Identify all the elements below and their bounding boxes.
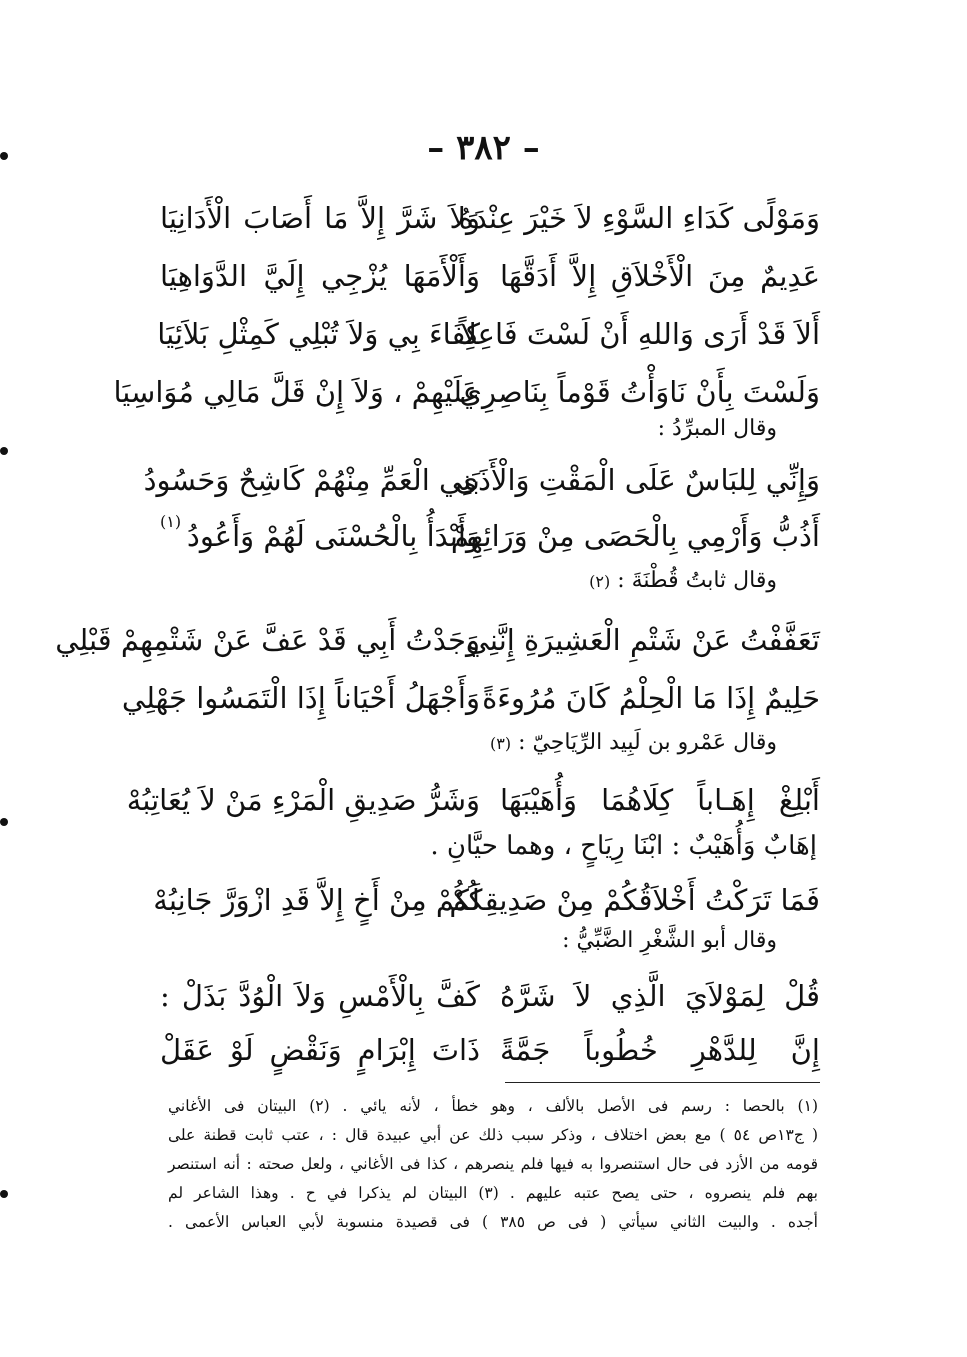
poet-introduction — [490, 726, 777, 761]
verse — [126, 772, 820, 828]
verse-second-hemistich: وَشَرُّ صَدِيقِ الْمَرْءِ مَنْ لاَ يُعَاتِبُهْ — [126, 783, 480, 817]
verse — [160, 508, 820, 564]
poet-introduction: وقال المبرِّدُ : — [657, 416, 777, 441]
verse — [160, 190, 820, 246]
margin-mark — [0, 152, 8, 160]
poet-introduction: وقال أبو الشَّغْرِ الضَّبِّيُّ : — [562, 928, 777, 953]
verse-first-hemistich: إِنَّ لِلدَّهْرِ خُطُوباً جَمَّةً — [500, 1033, 820, 1067]
margin-mark — [0, 447, 8, 455]
verse-second-hemistich: ذَاتَ إِبْرَامٍ وَنَقْضٍ لَوْ عَقَلْ — [160, 1033, 480, 1067]
verse — [157, 306, 820, 362]
verse-second-hemistich: لَكُمْ مِنْ أَخٍ إِلاَّ قَدِ ازْوَرَّ جَانِبُهْ — [153, 883, 480, 917]
gloss-note: إهَابٌ وَأُهَيْبٌ : ابْنَا رِيَاحٍ ، وهما حيَّانِ . — [430, 831, 817, 861]
verse — [160, 968, 820, 1024]
verse-second-hemistich: وَأَبْدَأُ بِالْحُسْنَى لَهُمْ وَأَعُودُ — [186, 519, 480, 553]
verse-second-hemistich: وَأَلْأَمَهَا يُزْجِي إِلَيَّ الدَّوَاهِيَا — [160, 259, 480, 293]
footnote-line: قومه من الأزد فى حال استنصروا به فيها فلم ينصرهم ، كذا فى الأغاني ، ولعل صحته : أنه استنصر — [168, 1155, 818, 1173]
footnote-line: بهم فلم ينصروه ، حتى يصح عتبه عليهم . (٣) البيتان لم يذكرا في ح . وهذا الشاعر لم — [168, 1184, 818, 1202]
footnote-line: (١) بالحصا : رسم فى الأصل بالألف ، وهو خطأ ، لأنه يائي . (٢) البيتان فى الأغاني — [168, 1097, 818, 1115]
footnotes — [168, 1092, 818, 1237]
verse — [121, 670, 820, 726]
page-number: – ٣٨٢ – — [427, 128, 540, 168]
verse-second-hemistich: عَلَيْهِمْ ، وَلاَ إِنْ قَلَّ مَالِي مُوَاسِيَا — [113, 375, 480, 409]
verse-first-hemistich: أَذُبُّ وَأَرْمِي بِالْحَصَى مِنْ وَرَائِهِمْ — [450, 519, 820, 553]
verse-first-hemistich: أَلاَ قَدْ أَرَى وَاللهِ أَنْ لَسْتَ فَاعِلاً — [460, 317, 820, 351]
footnote-divider — [505, 1082, 820, 1083]
verse-first-hemistich: عَدِيمٌ مِنَ الْأَخْلاَقِ إِلاَّ أَدَقَّهَا — [500, 259, 820, 293]
verse-first-hemistich: وَإِنِّي لِلبَاسٌ عَلَى الْمَقْتِ وَالْأَذَى — [455, 463, 820, 497]
verse — [160, 1022, 820, 1078]
footnote-marker: (١) — [160, 512, 182, 531]
verse-second-hemistich: بَنِي الْعَمِّ مِنْهُمْ كَاشِحٌ وَحَسُودُ — [143, 463, 480, 497]
verse-first-hemistich: وَمَوْلًى كَدَاءِ السَّوْءِ لاَ خَيْرَ عِنْدَهُ — [458, 201, 820, 235]
verse-second-hemistich: وَجَدْتُ أَبِي قَدْ عَفَّ عَنْ شَتْمِهِمْ قَبْلِي — [55, 623, 480, 657]
footnote-line: أجده . والبيت الثاني سيأتي ( فى ص ٣٨٥ ) فى قصيدة منسوبة لأبي العباس الأعمى . — [168, 1213, 818, 1231]
margin-mark — [0, 818, 8, 826]
verse-first-hemistich: فَمَا تَرَكْتُ أَخْلاَقُكُمْ مِنْ صَدِيقِكُمْ — [449, 883, 820, 917]
verse-first-hemistich: حَلِيمٌ إِذَا مَا الْحِلْمُ كَانَ مُرُوءَةً — [482, 681, 820, 715]
verse-second-hemistich: كَفَّ بِالْأَمْسِ وَلاَ الْوُدَّ بَذَلْ : — [160, 979, 480, 1013]
verse — [160, 248, 820, 304]
poet-introduction-text: وقال عَمْرو بن لَبِيد الرِّيَاحِيّ : — [518, 730, 777, 755]
verse — [153, 872, 820, 928]
footnote-marker: (٢) — [589, 572, 611, 591]
margin-mark — [0, 1190, 8, 1198]
footnote-line: ( ج١٣ص ٥٤ ) مع بعض اختلاف ، وذكر سبب ذلك عن أبي عبيدة قال : ، عتب ثابت قطنة على — [168, 1126, 818, 1144]
verse-second-hemistich: كِفَاءَ بِي وَلاَ تُبْلِي كَمِثْلِ بَلاَئِيَا — [157, 317, 480, 351]
footnote-marker: (٣) — [489, 734, 512, 753]
verse-second-hemistich: وَأَجْهَلُ أَحْيَاناً إِذَا الْتَمَسُوا جَهْلِي — [121, 681, 480, 715]
verse — [55, 612, 820, 668]
verse-first-hemistich: أَبْلِغْ إِهَـاباً كِلَاهُمَا وَأُهَيْبَهَا — [500, 783, 820, 817]
verse-first-hemistich: تَعَفَّفْتُ عَنْ شَتْمِ الْعَشِيرَةِ إِنَّنِي — [465, 623, 820, 657]
poet-introduction-text: وقال ثابتُ قُطْنَةَ : — [617, 568, 777, 593]
verse-second-hemistich: وَلاَ شَرَّ إِلاَّ مَا أَصَابَ الْأَدَانِيَا — [160, 201, 480, 235]
verse-first-hemistich: قُلْ لِمَوْلاَيَ الَّذِي لاَ شَرَّهُ — [500, 979, 820, 1013]
verse-first-hemistich: وَلَسْتَ بِأَنْ نَاوَأْتُ قَوْماً بِنَاصِرِي — [459, 375, 820, 409]
verse — [143, 452, 820, 508]
poet-introduction — [589, 564, 777, 599]
